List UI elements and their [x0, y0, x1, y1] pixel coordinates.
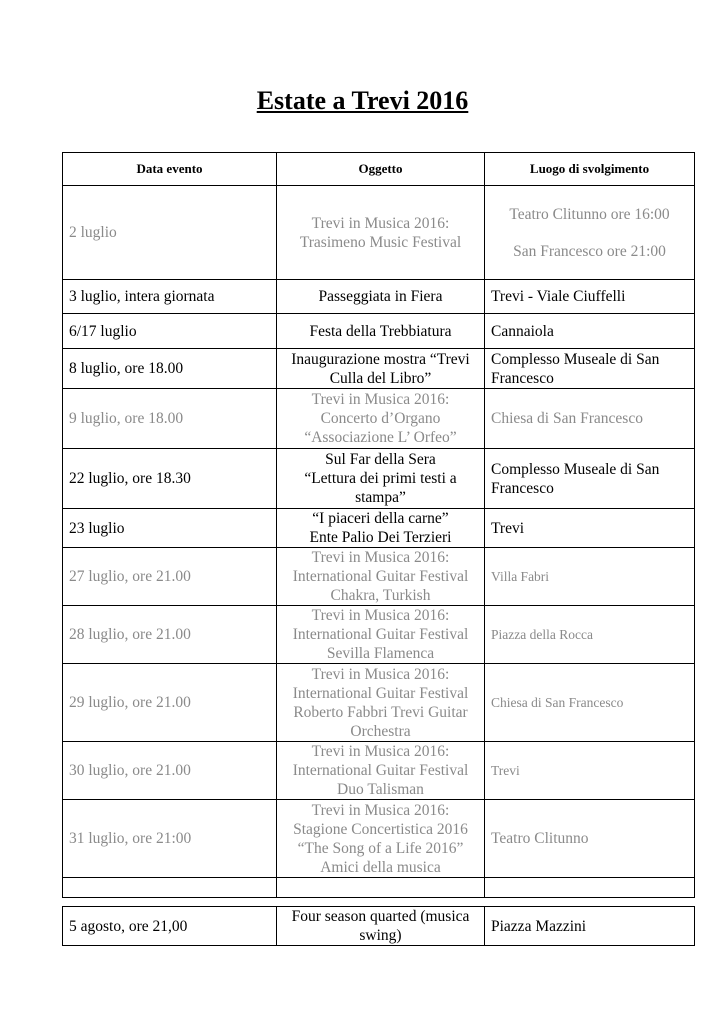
empty-cell — [277, 878, 485, 898]
subject-line: Trevi in Musica 2016: — [311, 801, 450, 819]
event-subject — [277, 664, 485, 742]
table-row — [63, 742, 695, 800]
subject-line: Trevi in Musica 2016: — [311, 391, 450, 408]
event-place — [485, 349, 695, 389]
subject-line: Four season quarted (musica — [291, 908, 470, 925]
table-row — [63, 314, 695, 349]
event-subject — [277, 800, 485, 878]
event-place — [485, 449, 695, 509]
subject-line: Orchestra — [350, 722, 411, 740]
event-date: 30 luglio, ore 21.00 — [63, 742, 277, 800]
event-subject — [277, 389, 485, 449]
table-row — [63, 907, 695, 946]
place-line: Teatro Clitunno ore 16:00 — [509, 205, 670, 223]
header-place: Luogo di svolgimento — [485, 153, 695, 186]
empty-cell — [485, 878, 695, 898]
event-place: Trevi — [485, 509, 695, 548]
subject-line: Duo Talisman — [337, 781, 424, 798]
subject-line: Trevi in Musica 2016: — [311, 549, 450, 566]
place-line: Francesco — [491, 479, 554, 497]
subject-line: International Guitar Festival — [292, 762, 469, 779]
subject-line: Trevi in Musica 2016: — [311, 214, 450, 232]
event-place: Trevi - Viale Ciuffelli — [485, 280, 695, 314]
event-subject — [277, 449, 485, 509]
event-place — [485, 186, 695, 280]
subject-line: Trevi in Musica 2016: — [311, 607, 450, 624]
place-line: Complesso Museale di San — [491, 460, 660, 478]
subject-line: International Guitar Festival — [292, 568, 469, 585]
event-date: 29 luglio, ore 21.00 — [63, 664, 277, 742]
subject-line: “Associazione L’ Orfeo” — [304, 429, 457, 446]
table-row — [63, 548, 695, 606]
subject-line: Trevi in Musica 2016: — [311, 665, 450, 683]
subject-line: “Lettura dei primi testi a — [304, 470, 457, 487]
table-row — [63, 664, 695, 742]
header-subject: Oggetto — [277, 153, 485, 186]
extra-events-table — [62, 906, 695, 946]
event-date: 5 agosto, ore 21,00 — [63, 907, 277, 946]
subject-line: International Guitar Festival — [292, 684, 469, 702]
subject-line: Sul Far della Sera — [325, 451, 436, 468]
event-date: 28 luglio, ore 21.00 — [63, 606, 277, 664]
subject-line: Trasimeno Music Festival — [299, 233, 462, 251]
event-date: 27 luglio, ore 21.00 — [63, 548, 277, 606]
table-row — [63, 186, 695, 280]
table-row — [63, 349, 695, 389]
subject-line: Stagione Concertistica 2016 — [293, 820, 468, 838]
event-date: 3 luglio, intera giornata — [63, 280, 277, 314]
event-place: Piazza della Rocca — [485, 606, 695, 664]
event-date: 9 luglio, ore 18.00 — [63, 389, 277, 449]
event-subject: Festa della Trebbiatura — [277, 314, 485, 349]
subject-line: Amici della musica — [320, 858, 441, 876]
subject-line: Chakra, Turkish — [330, 587, 431, 604]
table-row — [63, 280, 695, 314]
event-date: 23 luglio — [63, 509, 277, 548]
subject-line: Trevi in Musica 2016: — [311, 743, 450, 760]
event-subject: Passeggiata in Fiera — [277, 280, 485, 314]
empty-row — [63, 878, 695, 898]
events-table — [62, 152, 695, 898]
table-row — [63, 800, 695, 878]
event-subject — [277, 606, 485, 664]
header-row — [63, 153, 695, 186]
event-date: 6/17 luglio — [63, 314, 277, 349]
subject-line: Concerto d’Organo — [320, 410, 441, 427]
place-line: San Francesco ore 21:00 — [513, 242, 666, 260]
place-line: Francesco — [491, 369, 554, 387]
subject-line: stampa” — [355, 489, 406, 506]
event-subject — [277, 742, 485, 800]
subject-line: Culla del Libro” — [329, 369, 432, 387]
subject-line: Roberto Fabbri Trevi Guitar — [293, 703, 468, 721]
page-title: Estate a Trevi 2016 — [256, 86, 469, 115]
event-date: 8 luglio, ore 18.00 — [63, 349, 277, 389]
event-subject — [277, 548, 485, 606]
header-date: Data evento — [63, 153, 277, 186]
event-subject — [277, 349, 485, 389]
subject-line: swing) — [359, 927, 402, 944]
subject-line: Inaugurazione mostra “Trevi — [291, 350, 470, 368]
event-subject — [277, 186, 485, 280]
empty-cell — [63, 878, 277, 898]
subject-line: International Guitar Festival — [292, 626, 469, 643]
event-date: 31 luglio, ore 21:00 — [63, 800, 277, 878]
event-subject — [277, 509, 485, 548]
event-date: 22 luglio, ore 18.30 — [63, 449, 277, 509]
table-row — [63, 509, 695, 548]
table-row — [63, 606, 695, 664]
event-place: Trevi — [485, 742, 695, 800]
subject-line: Sevilla Flamenca — [326, 645, 435, 662]
table-row — [63, 389, 695, 449]
event-place: Cannaiola — [485, 314, 695, 349]
table-row — [63, 449, 695, 509]
event-place: Chiesa di San Francesco — [485, 664, 695, 742]
event-place: Teatro Clitunno — [485, 800, 695, 878]
event-place: Villa Fabri — [485, 548, 695, 606]
subject-line: “The Song of a Life 2016” — [297, 839, 464, 857]
event-place: Chiesa di San Francesco — [485, 389, 695, 449]
subject-line: “I piaceri della carne” — [312, 510, 449, 527]
event-date: 2 luglio — [63, 186, 277, 280]
event-subject — [277, 907, 485, 946]
subject-line: Ente Palio Dei Terzieri — [309, 529, 452, 546]
place-line: Complesso Museale di San — [491, 350, 660, 368]
event-place: Piazza Mazzini — [485, 907, 695, 946]
